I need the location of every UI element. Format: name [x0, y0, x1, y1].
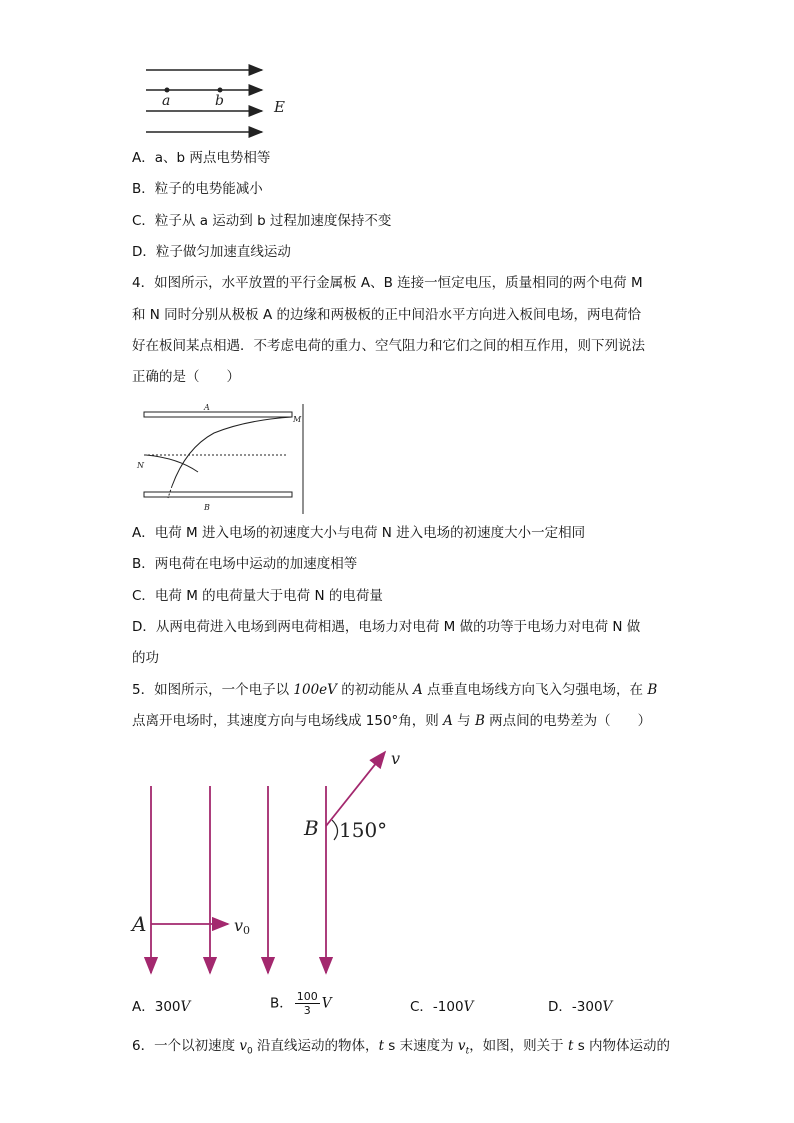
electron-field-diagram	[128, 744, 408, 980]
q4-stem-line-3: 好在板间某点相遇．不考虑电荷的重力、空气阻力和它们之间的相互作用，则下列说法	[132, 338, 645, 354]
q5-option-d[interactable]: D．-300V	[548, 999, 613, 1015]
q6-stem-line-1: 6．一个以初速度 $v_0$ 沿直线运动的物体，t s 末速度为 $v_t$，如图，则关于 t s 内物体运动的	[132, 1038, 671, 1057]
label-b: b	[215, 93, 224, 109]
q3-option-a[interactable]: A．a、b 两点电势相等	[132, 150, 271, 166]
trajectory-n	[146, 455, 198, 472]
plate-a	[144, 412, 292, 417]
fraction: $\frac{100}{3}$	[296, 990, 318, 1017]
q3-option-c[interactable]: C．粒子从 a 运动到 b 过程加速度保持不变	[132, 213, 392, 229]
label-B: B	[304, 816, 319, 840]
plate-b	[144, 492, 292, 497]
q5-option-b[interactable]: B． $\frac{100}{3}$ V	[270, 990, 332, 1017]
q5-stem-line-1: 5．如图所示，一个电子以 100eV 的初动能从 A 点垂直电场线方向飞入匀强电场，在 B	[132, 682, 658, 698]
q5-option-a[interactable]: A．300V	[132, 999, 191, 1015]
point-b	[218, 88, 223, 93]
label-v0: v0	[234, 916, 251, 937]
plates-diagram	[136, 398, 316, 516]
angle-label: 150°	[339, 818, 388, 842]
q4-option-a[interactable]: A．电荷 M 进入电场的初速度大小与电荷 N 进入电场的初速度大小一定相同	[132, 525, 586, 541]
label-m: M	[293, 415, 302, 424]
field-diagram-1	[140, 60, 300, 144]
label-E: E	[274, 98, 285, 116]
q4-option-d[interactable]: D．从两电荷进入电场到两电荷相遇，电场力对电荷 M 做的功等于电场力对电荷 N 做	[132, 619, 641, 635]
label-a: a	[162, 93, 171, 109]
q4-stem-line-4: 正确的是（ ）	[132, 369, 240, 385]
point-a	[165, 88, 170, 93]
label-plate-a: A	[204, 403, 210, 412]
trajectory-m	[172, 417, 292, 486]
label-v: v	[391, 749, 401, 768]
q4-stem-line-1: 4．如图所示，水平放置的平行金属板 A、B 连接一恒定电压，质量相同的两个电荷 M	[132, 275, 643, 291]
q4-stem-line-2: 和 N 同时分别从极板 A 的边缘和两极板的正中间沿水平方向进入板间电场，两电荷恰	[132, 307, 641, 323]
q3-option-d[interactable]: D．粒子做匀加速直线运动	[132, 244, 291, 260]
angle-arc	[332, 820, 338, 840]
q5-stem-line-2: 点离开电场时，其速度方向与电场线成 150°角，则 A 与 B 两点间的电势差为（ ）	[132, 713, 652, 729]
q4-option-b[interactable]: B．两电荷在电场中运动的加速度相等	[132, 556, 358, 572]
q5-option-c[interactable]: C．-100V	[410, 999, 474, 1015]
q4-option-d-cont: 的功	[132, 650, 159, 666]
label-plate-b: B	[204, 503, 210, 512]
q4-option-c[interactable]: C．电荷 M 的电荷量大于电荷 N 的电荷量	[132, 588, 383, 604]
label-n: N	[137, 461, 144, 470]
q3-option-b[interactable]: B．粒子的电势能减小	[132, 181, 263, 197]
velocity-v-arrow	[326, 752, 385, 826]
label-A: A	[132, 912, 147, 936]
